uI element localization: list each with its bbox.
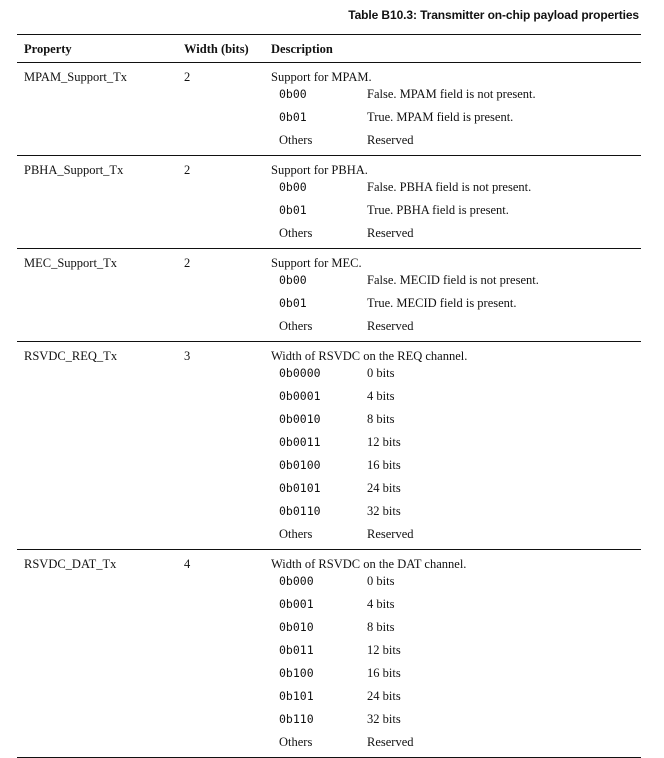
row-description: Support for MEC. <box>271 256 362 270</box>
value-meaning: False. PBHA field is not present. <box>367 180 532 194</box>
value-meaning: 4 bits <box>367 597 395 611</box>
value-code: Others <box>279 226 313 240</box>
value-row <box>17 688 641 711</box>
row-description: Support for MPAM. <box>271 70 372 84</box>
value-row <box>17 272 641 295</box>
value-meaning: 12 bits <box>367 643 401 657</box>
value-code: 0b101 <box>279 689 314 703</box>
row-main <box>17 550 641 573</box>
table-row <box>17 63 641 155</box>
value-code: 0b100 <box>279 666 314 680</box>
value-row <box>17 596 641 619</box>
value-meaning: Reserved <box>367 527 414 541</box>
header-width: Width (bits) <box>184 42 249 56</box>
row-description: Width of RSVDC on the DAT channel. <box>271 557 467 571</box>
value-row <box>17 526 641 549</box>
value-row <box>17 388 641 411</box>
value-row <box>17 318 641 341</box>
value-code: 0b00 <box>279 180 307 194</box>
value-row <box>17 179 641 202</box>
value-meaning: 4 bits <box>367 389 395 403</box>
value-meaning: 32 bits <box>367 504 401 518</box>
value-meaning: 16 bits <box>367 458 401 472</box>
value-row <box>17 642 641 665</box>
row-main <box>17 63 641 86</box>
row-width: 2 <box>184 256 191 270</box>
value-meaning: Reserved <box>367 226 414 240</box>
value-meaning: Reserved <box>367 133 414 147</box>
value-code: 0b01 <box>279 203 307 217</box>
value-code: 0b0000 <box>279 366 321 380</box>
row-main <box>17 249 641 272</box>
value-code: Others <box>279 527 313 541</box>
value-code: 0b0100 <box>279 458 321 472</box>
table-row <box>17 156 641 248</box>
value-row <box>17 434 641 457</box>
value-row <box>17 711 641 734</box>
row-description: Width of RSVDC on the REQ channel. <box>271 349 468 363</box>
value-row <box>17 665 641 688</box>
value-row <box>17 202 641 225</box>
table-header <box>17 35 641 62</box>
value-code: 0b01 <box>279 296 307 310</box>
value-row <box>17 109 641 132</box>
row-width: 4 <box>184 557 191 571</box>
value-code: Others <box>279 735 313 749</box>
value-code: 0b01 <box>279 110 307 124</box>
value-meaning: Reserved <box>367 735 414 749</box>
row-main <box>17 342 641 365</box>
value-code: 0b0001 <box>279 389 321 403</box>
properties-table <box>17 34 641 758</box>
row-width: 2 <box>184 163 191 177</box>
value-row <box>17 619 641 642</box>
value-row <box>17 132 641 155</box>
value-code: 0b010 <box>279 620 314 634</box>
value-meaning: 8 bits <box>367 412 395 426</box>
row-property: MEC_Support_Tx <box>24 256 118 270</box>
value-meaning: 8 bits <box>367 620 395 634</box>
table-caption: Table B10.3: Transmitter on-chip payload properties <box>348 8 639 22</box>
value-row <box>17 503 641 526</box>
value-meaning: Reserved <box>367 319 414 333</box>
header-description: Description <box>271 42 333 56</box>
value-row <box>17 457 641 480</box>
table-row <box>17 550 641 757</box>
value-row <box>17 365 641 388</box>
value-meaning: 16 bits <box>367 666 401 680</box>
value-code: 0b0110 <box>279 504 321 518</box>
value-row <box>17 480 641 503</box>
value-code: 0b011 <box>279 643 314 657</box>
value-code: Others <box>279 133 313 147</box>
row-property: MPAM_Support_Tx <box>24 70 128 84</box>
value-meaning: True. MPAM field is present. <box>367 110 514 124</box>
value-code: 0b001 <box>279 597 314 611</box>
value-row <box>17 734 641 757</box>
value-meaning: 0 bits <box>367 574 395 588</box>
value-meaning: 32 bits <box>367 712 401 726</box>
value-meaning: True. PBHA field is present. <box>367 203 509 217</box>
value-meaning: False. MECID field is not present. <box>367 273 539 287</box>
header-property: Property <box>24 42 72 56</box>
value-meaning: 24 bits <box>367 689 401 703</box>
table-row <box>17 342 641 549</box>
value-code: 0b00 <box>279 87 307 101</box>
value-code: 0b110 <box>279 712 314 726</box>
table-body <box>17 63 641 758</box>
value-code: 0b000 <box>279 574 314 588</box>
value-meaning: True. MECID field is present. <box>367 296 517 310</box>
value-meaning: 0 bits <box>367 366 395 380</box>
row-main <box>17 156 641 179</box>
value-row <box>17 573 641 596</box>
value-meaning: False. MPAM field is not present. <box>367 87 536 101</box>
table-row <box>17 249 641 341</box>
row-property: RSVDC_REQ_Tx <box>24 349 118 363</box>
value-code: Others <box>279 319 313 333</box>
value-code: 0b00 <box>279 273 307 287</box>
value-row <box>17 225 641 248</box>
value-code: 0b0010 <box>279 412 321 426</box>
value-meaning: 24 bits <box>367 481 401 495</box>
value-meaning: 12 bits <box>367 435 401 449</box>
row-property: PBHA_Support_Tx <box>24 163 124 177</box>
row-description: Support for PBHA. <box>271 163 368 177</box>
value-row <box>17 411 641 434</box>
value-row <box>17 86 641 109</box>
row-width: 2 <box>184 70 191 84</box>
row-property: RSVDC_DAT_Tx <box>24 557 117 571</box>
value-code: 0b0101 <box>279 481 321 495</box>
value-code: 0b0011 <box>279 435 321 449</box>
row-width: 3 <box>184 349 191 363</box>
value-row <box>17 295 641 318</box>
